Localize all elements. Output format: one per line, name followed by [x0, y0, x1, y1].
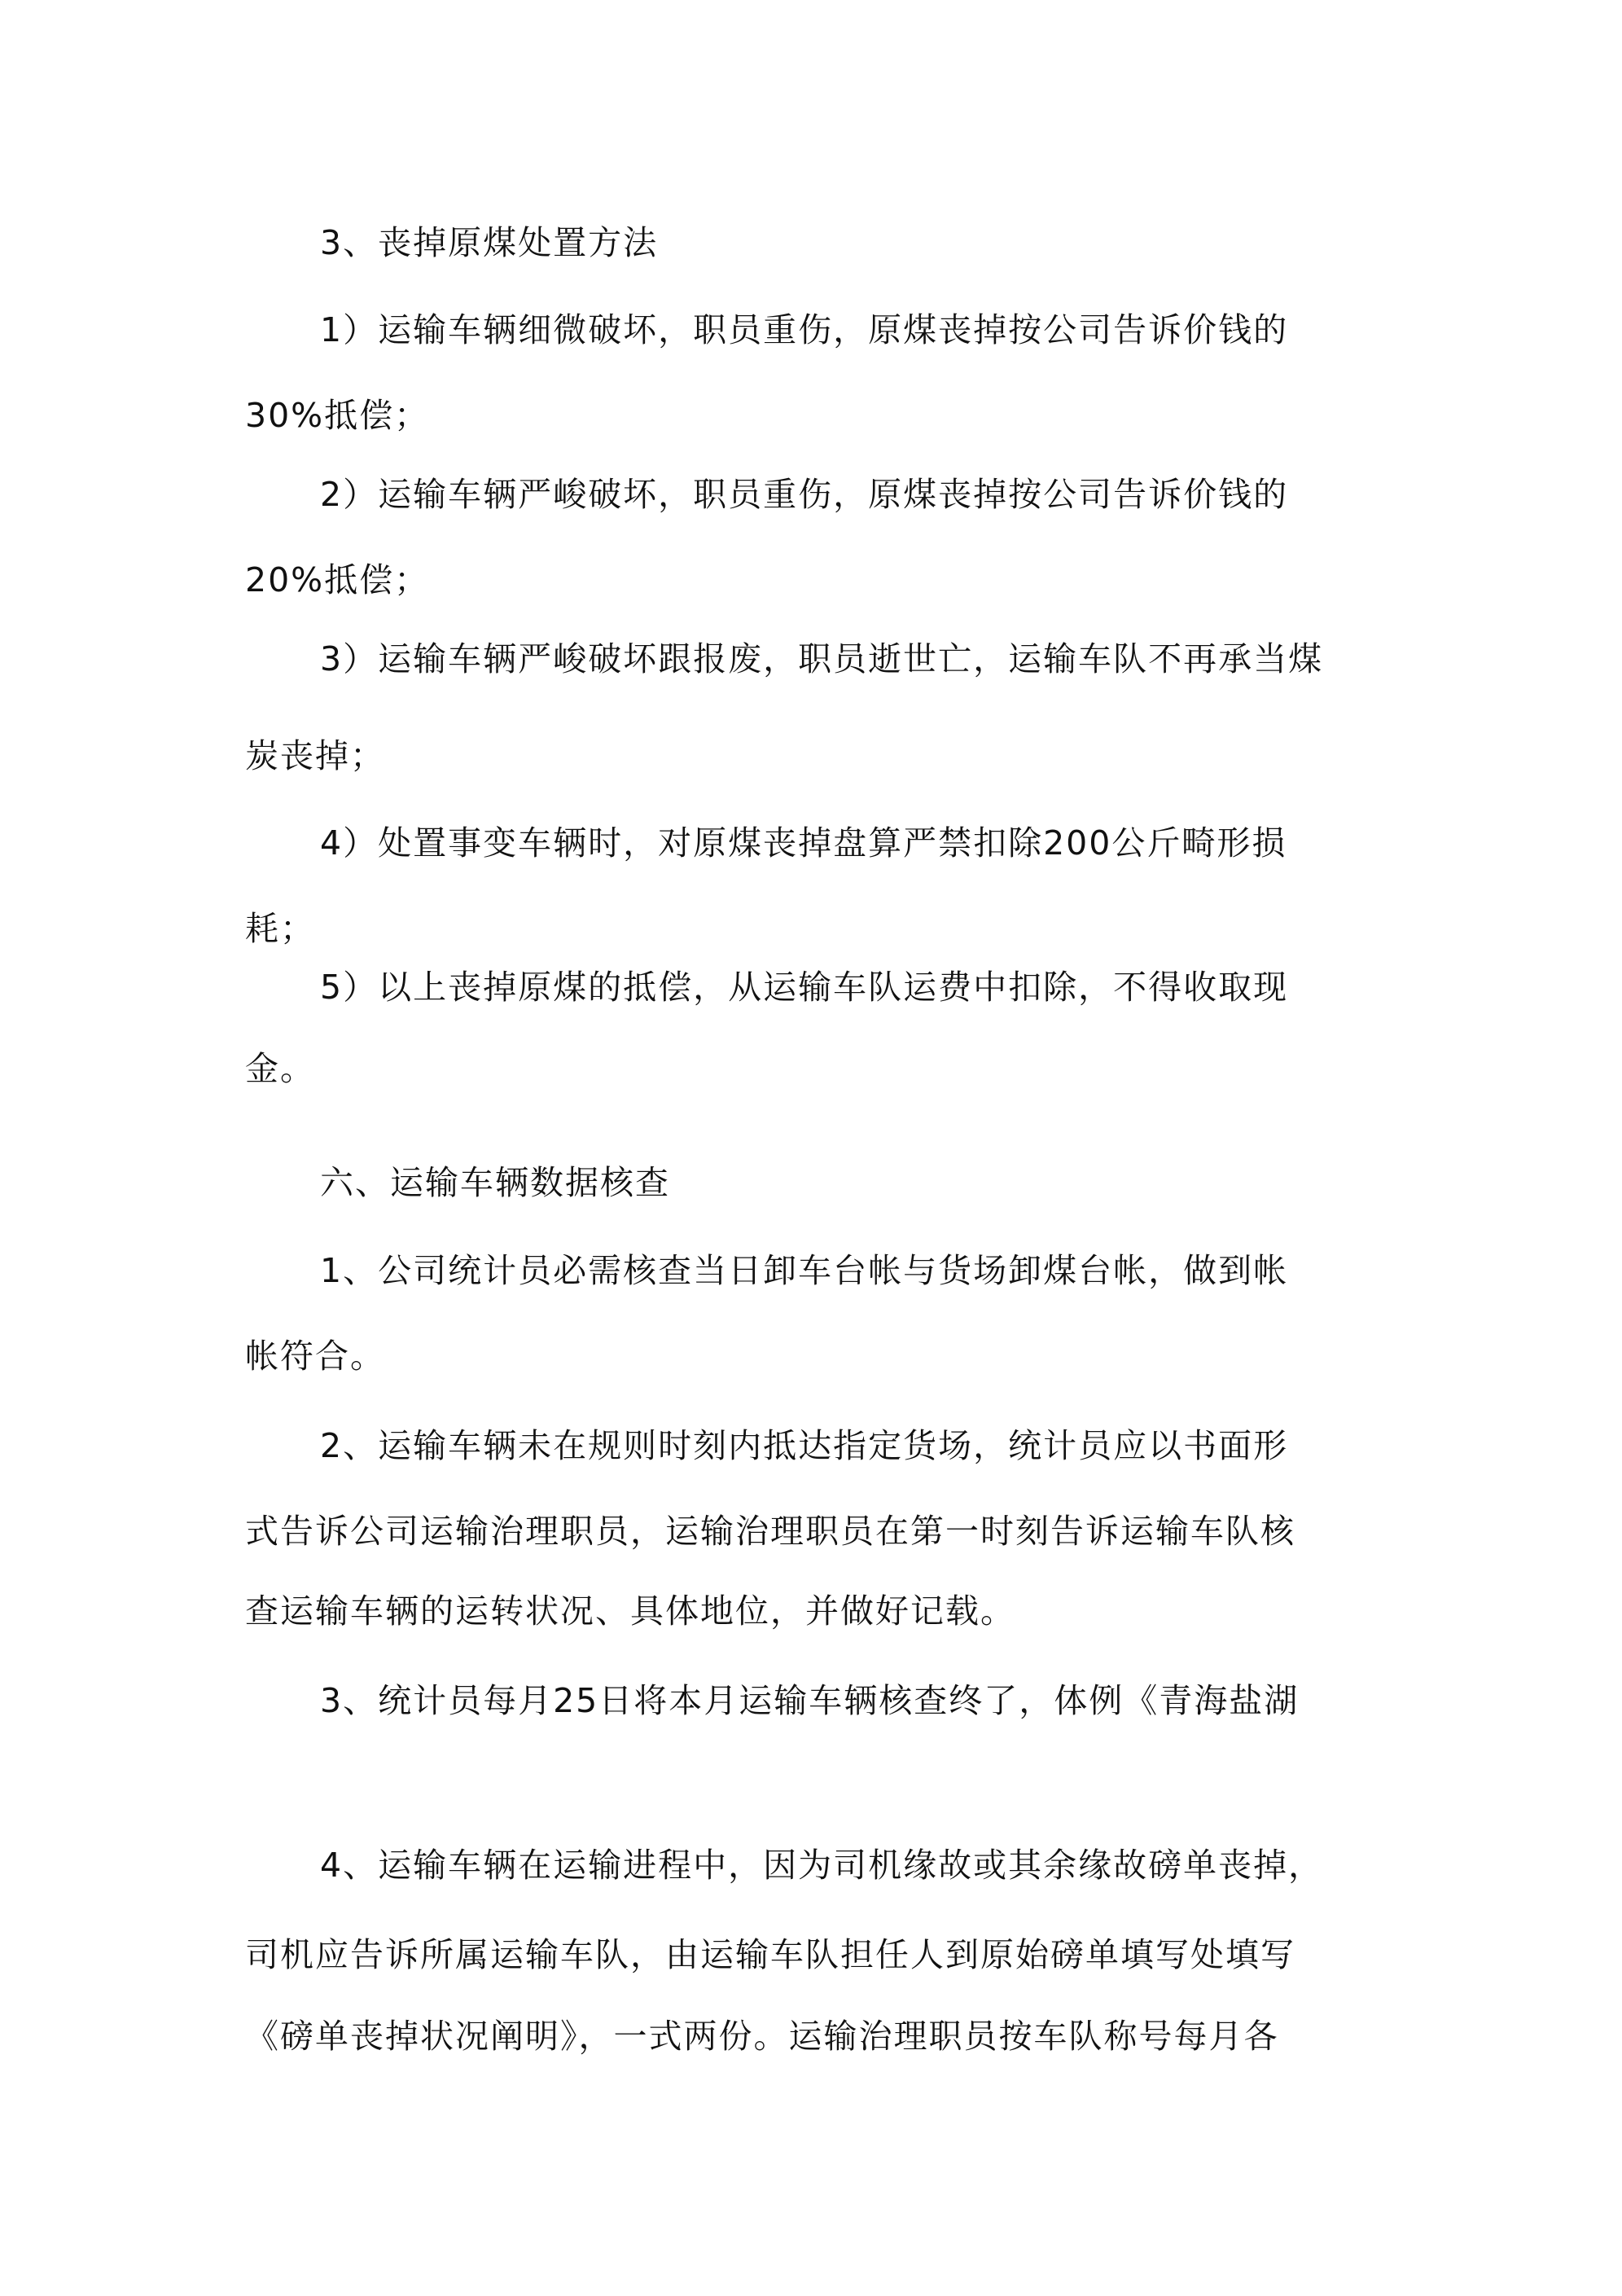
section-heading: 3、丧掉原煤处置方法	[320, 223, 659, 262]
paragraph-line: 2、运输车辆未在规则时刻内抵达指定货场，统计员应以书面形	[320, 1426, 1289, 1465]
paragraph-line: 4）处置事变车辆时，对原煤丧掉盘算严禁扣除200公斤畸形损	[320, 823, 1287, 863]
paragraph-line: 4、运输车辆在运输进程中，因为司机缘故或其余缘故磅单丧掉，	[320, 1846, 1324, 1885]
paragraph-line: 5）以上丧掉原煤的抵偿，从运输车队运费中扣除，不得收取现	[320, 968, 1289, 1007]
paragraph-line: 炭丧掉；	[245, 736, 385, 775]
paragraph-line: 20%抵偿；	[245, 560, 430, 599]
paragraph-line: 式告诉公司运输治理职员，运输治理职员在第一时刻告诉运输车队核	[245, 1512, 1295, 1551]
paragraph-line: 1）运输车辆细微破坏，职员重伤，原煤丧掉按公司告诉价钱的	[320, 310, 1289, 349]
paragraph-line: 《磅单丧掉状况阐明》，一式两份。运输治理职员按车队称号每月各	[245, 2017, 1279, 2056]
paragraph-line: 帐符合。	[245, 1337, 385, 1376]
paragraph-line: 2）运输车辆严峻破坏，职员重伤，原煤丧掉按公司告诉价钱的	[320, 475, 1289, 514]
paragraph-line: 3、统计员每月25日将本月运输车辆核查终了，体例《青海盐湖	[320, 1681, 1300, 1720]
paragraph-line: 查运输车辆的运转状况、具体地位，并做好记载。	[245, 1591, 1015, 1631]
paragraph-line: 1、公司统计员必需核查当日卸车台帐与货场卸煤台帐，做到帐	[320, 1251, 1289, 1290]
section-heading: 六、运输车辆数据核查	[320, 1163, 670, 1202]
paragraph-line: 金。	[245, 1049, 315, 1088]
paragraph-line: 耗；	[245, 909, 315, 948]
paragraph-line: 30%抵偿；	[245, 396, 430, 435]
paragraph-line: 3）运输车辆严峻破坏跟报废，职员逝世亡，运输车队不再承当煤	[320, 639, 1324, 678]
paragraph-line: 司机应告诉所属运输车队，由运输车队担任人到原始磅单填写处填写	[245, 1935, 1295, 1974]
